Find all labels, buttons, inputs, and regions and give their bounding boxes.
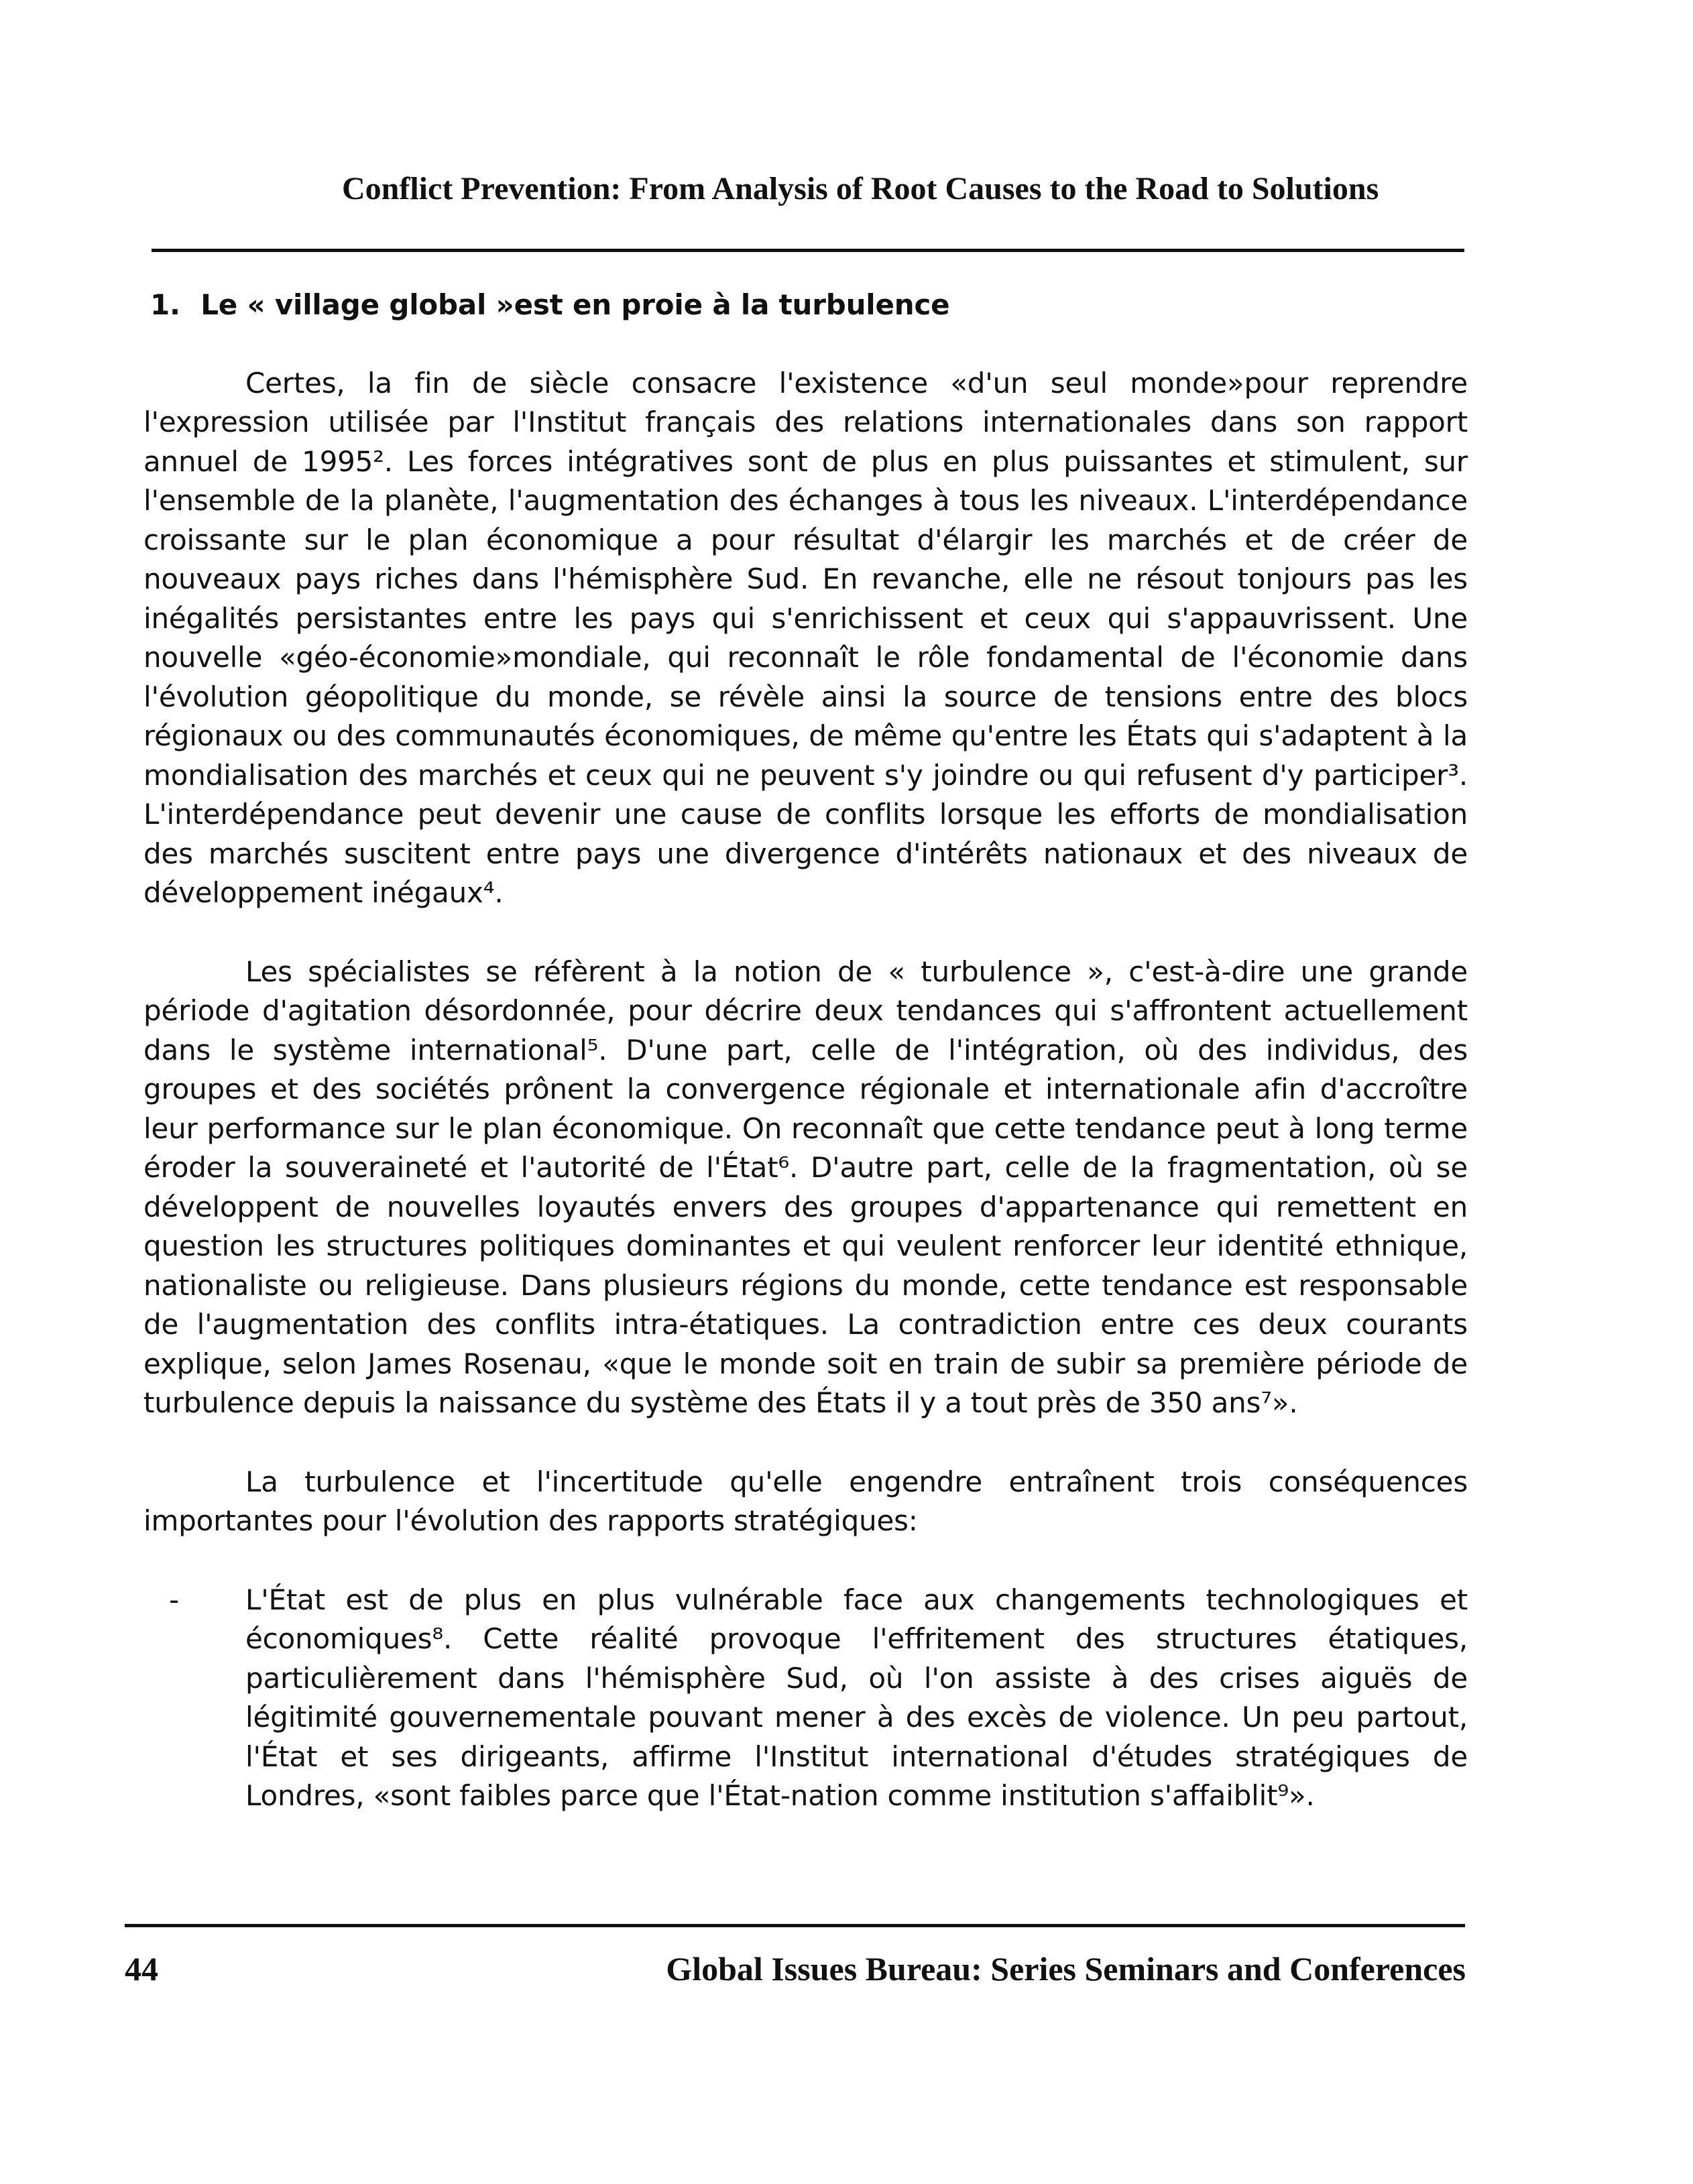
running-header: Conflict Prevention: From Analysis of Root Causes to the Road to Solutions xyxy=(342,171,1379,206)
paragraph-consequences-intro: La turbulence et l'incertitude qu'elle engendre entraînent trois conséquences importantes pour l'évolution des rapports stratégiques: xyxy=(143,1465,1468,1537)
footer-rule xyxy=(125,1924,1465,1927)
paragraph-global-village: Certes, la fin de siècle consacre l'existence «d'un seul monde»pour reprendre l'expression utilisée par l'Institut français des relations internationales dans son rapport annuel de 1995². Les forces intégratives sont de plus en plus puissantes et stimulent, sur l'ensemble de la planète, l'augmentation des échanges à tous les niveaux. L'interdépendance croissante sur le plan économique a pour résultat d'élargir les marchés et de créer de nouveaux pays riches dans l'hémisphère Sud. En revanche, elle ne résout tonjours pas les inégalités persistantes entre les pays qui s'enrichissent et ceux qui s'appauvrissent. Une nouvelle «géo-économie»mondiale, qui reconnaît le rôle fondamental de l'économie dans l'évolution géopolitique du monde, se révèle ainsi la source de tensions entre des blocs régionaux ou des communautés économiques, de même qu'entre les États qui s'adaptent à la mondialisation des marchés et ceux qui ne peuvent s'y joindre ou qui refusent d'y participer³. L'interdépendance peut devenir une cause de conflits lorsque les efforts de mondialisation des marchés suscitent entre pays une divergence d'intérêts nationaux et des niveaux de développement inégaux⁴. xyxy=(143,366,1468,909)
bullet-marker: - xyxy=(169,1583,179,1616)
bullet-text: L'État est de plus en plus vulnérable face aux changements technologiques et économiques⁸. Cette réalité provoque l'effritement des structures étatiques, particulièrement dans l'hémisphère Sud, où l'on assiste à des crises aiguës de légitimité gouvernementale pouvant mener à des excès de violence. Un peu partout, l'État et ses dirigeants, affirme l'Institut international d'études stratégiques de Londres, «sont faibles parce que l'État-nation comme institution s'affaiblit⁹». xyxy=(245,1583,1468,1812)
footer-publication: Global Issues Bureau: Series Seminars and Conferences xyxy=(666,1950,1466,1988)
header-rule xyxy=(152,249,1464,252)
document-body xyxy=(143,286,1468,1816)
list-item xyxy=(143,1581,1468,1816)
section-heading xyxy=(150,286,1468,325)
consequences-list xyxy=(143,1581,1468,1816)
section-title: Le « village global »est en proie à la turbulence xyxy=(200,288,950,321)
section-number: 1. xyxy=(150,288,180,321)
page-number: 44 xyxy=(125,1950,158,1988)
paragraph-turbulence: Les spécialistes se réfèrent à la notion de « turbulence », c'est-à-dire une grande période d'agitation désordonnée, pour décrire deux tendances qui s'affrontent actuellement dans le système international⁵. D'une part, celle de l'intégration, où des individus, des groupes et des sociétés prônent la convergence régionale et internationale afin d'accroître leur performance sur le plan économique. On reconnaît que cette tendance peut à long terme éroder la souveraineté et l'autorité de l'État⁶. D'autre part, celle de la fragmentation, où se développent de nouvelles loyautés envers des groupes d'appartenance qui remettent en question les structures politiques dominantes et qui veulent renforcer leur identité ethnique, nationaliste ou religieuse. Dans plusieurs régions du monde, cette tendance est responsable de l'augmentation des conflits intra-étatiques. La contradiction entre ces deux courants explique, selon James Rosenau, «que le monde soit en train de subir sa première période de turbulence depuis la naissance du système des États il y a tout près de 350 ans⁷». xyxy=(143,955,1468,1419)
